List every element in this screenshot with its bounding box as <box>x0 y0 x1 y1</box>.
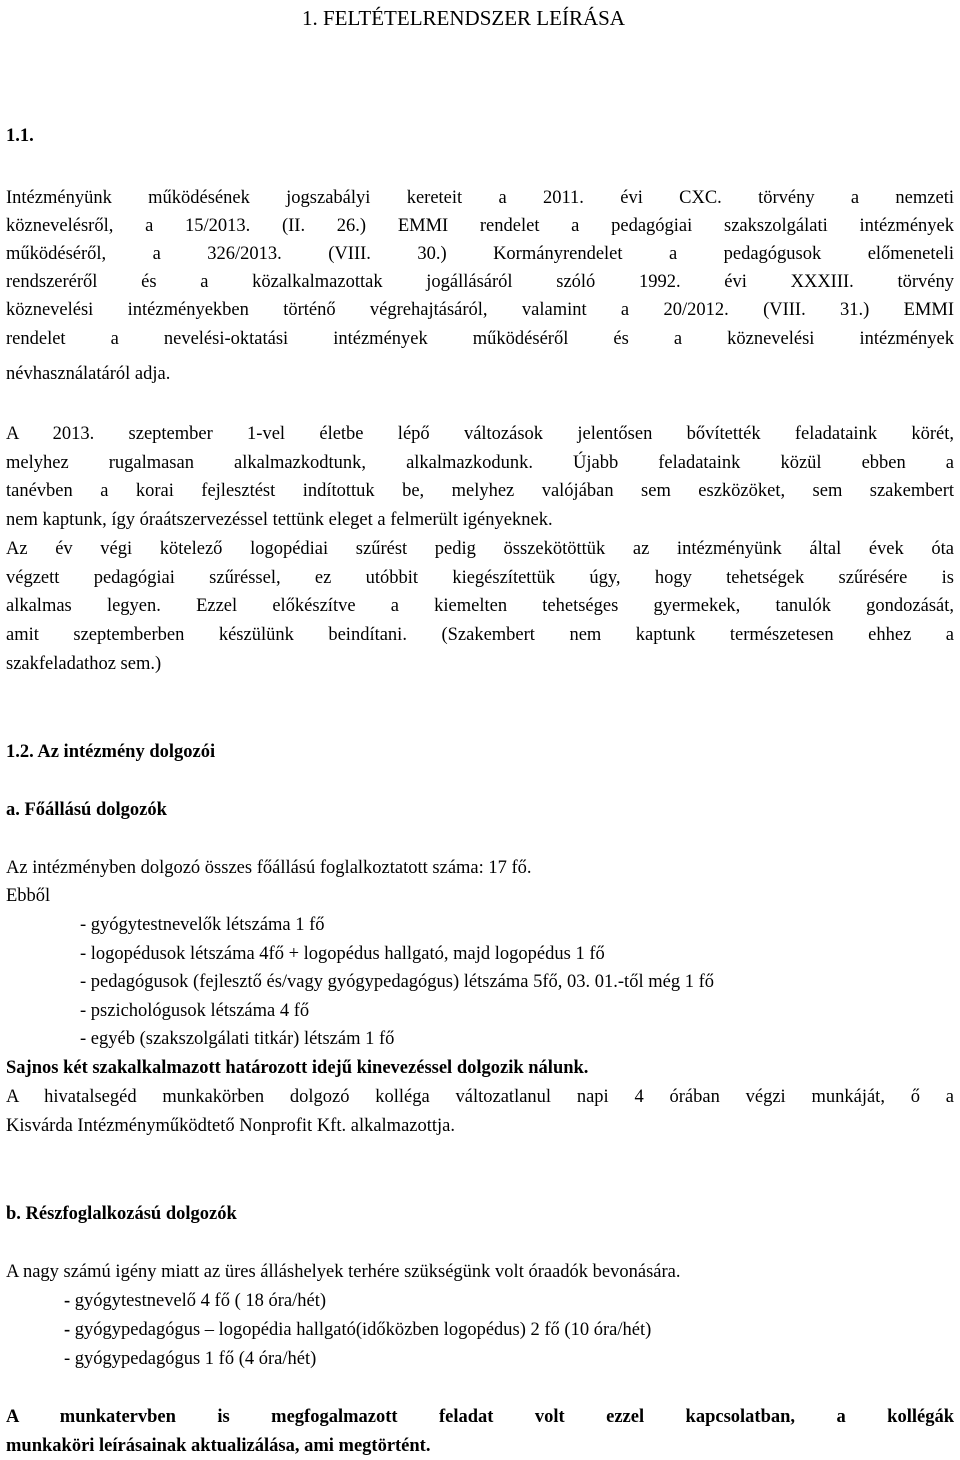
text-line: rendelet a nevelési-oktatási intézmények működéséről és a köznevelési intézmények <box>6 329 954 349</box>
text-line: amit szeptemberben készülünk beindítani. (Szakembert nem kaptunk természetesen ehhez a <box>6 625 954 645</box>
text-line: köznevelésről, a 15/2013. (II. 26.) EMMI rendelet a pedagógiai szakszolgálati intézmények <box>6 216 954 236</box>
list-item: - gyógypedagógus 1 fő (4 óra/hét) <box>64 1349 317 1369</box>
list-item: - logopédusok létszáma 4fő + logopédus hallgató, majd logopédus 1 fő <box>80 944 605 964</box>
list-item: - gyógytestnevelő 4 fő ( 18 óra/hét) <box>64 1291 327 1311</box>
text-line: munkaköri leírásainak aktualizálása, ami megtörtént. <box>6 1436 431 1456</box>
staff-breakdown-label: Ebből <box>6 886 51 906</box>
text-line: köznevelési intézményekben történő végrehajtásáról, valamint a 20/2012. (VIII. 31.) EMMI <box>6 300 954 320</box>
list-item: - egyéb (szakszolgálati titkár) létszám 1 fő <box>80 1029 395 1049</box>
section-number: 1.1. <box>6 126 34 146</box>
subsection-title-full-time: a. Főállású dolgozók <box>6 800 167 820</box>
text-line: rendszeréről és a közalkalmazottak jogállásáról szóló 1992. évi XXXIII. törvény <box>6 272 954 292</box>
text-line: A hivatalsegéd munkakörben dolgozó kolléga változatlanul napi 4 órában végzi munkáját, ő a <box>6 1087 954 1107</box>
text-line: tanévben a korai fejlesztést indítottuk be, melyhez valójában sem eszközöket, sem szakembert <box>6 481 954 501</box>
text-line: végzett pedagógiai szűréssel, ez utóbbit kiegészítettük úgy, hogy tehetségek szűrésére is <box>6 568 954 588</box>
text-line: Intézményünk működésének jogszabályi kereteit a 2011. évi CXC. törvény a nemzeti <box>6 188 954 208</box>
subsection-title-part-time: b. Részfoglalkozású dolgozók <box>6 1204 237 1224</box>
text-line: nem kaptunk, így óraátszervezéssel tettünk eleget a felmerült igényeknek. <box>6 510 553 530</box>
list-item: - pszichológusok létszáma 4 fő <box>80 1001 310 1021</box>
text-line: működéséről, a 326/2013. (VIII. 30.) Kormányrendelet a pedagógusok előmeneteli <box>6 244 954 264</box>
main-heading: 1. FELTÉTELRENDSZER LEÍRÁSA <box>302 6 625 30</box>
list-item: - gyógypedagógus – logopédia hallgató(időközben logopédus) 2 fő (10 óra/hét) <box>64 1320 652 1340</box>
text-line: névhasználatáról adja. <box>6 364 171 384</box>
staff-total: Az intézményben dolgozó összes főállású foglalkoztatott száma: 17 fő. <box>6 858 532 878</box>
section-title-staff: 1.2. Az intézmény dolgozói <box>6 742 216 762</box>
text-line: szakfeladathoz sem.) <box>6 654 162 674</box>
text-line: A munkatervben is megfogalmazott feladat volt ezzel kapcsolatban, a kollégák <box>6 1407 954 1427</box>
text-line: Kisvárda Intézményműködtető Nonprofit Kft. alkalmazottja. <box>6 1116 456 1136</box>
fixed-term-note: Sajnos két szakalkalmazott határozott idejű kinevezéssel dolgozik nálunk. <box>6 1058 589 1078</box>
list-item-text: gyógypedagógus – logopédia hallgató(időközben logopédus) 2 fő (10 óra/hét) <box>70 1320 652 1340</box>
list-item-text: gyógytestnevelő 4 fő ( 18 óra/hét) <box>70 1291 327 1311</box>
list-item: - pedagógusok (fejlesztő és/vagy gyógypedagógus) létszáma 5fő, 03. 01.-től még 1 fő <box>80 972 714 992</box>
text-line: melyhez rugalmasan alkalmazkodtunk, alkalmazkodunk. Újabb feladataink közül ebben a <box>6 453 954 473</box>
part-time-intro: A nagy számú igény miatt az üres álláshelyek terhére szükségünk volt óraadók bevonására. <box>6 1262 681 1282</box>
text-line: A 2013. szeptember 1-vel életbe lépő változások jelentősen bővítették feladataink körét, <box>6 424 954 444</box>
text-line: Az év végi kötelező logopédiai szűrést pedig összekötöttük az intézményünk által évek óta <box>6 539 954 559</box>
list-item: - gyógytestnevelők létszáma 1 fő <box>80 915 325 935</box>
text-line: alkalmas legyen. Ezzel előkészítve a kiemelten tehetséges gyermekek, tanulók gondozását, <box>6 596 954 616</box>
